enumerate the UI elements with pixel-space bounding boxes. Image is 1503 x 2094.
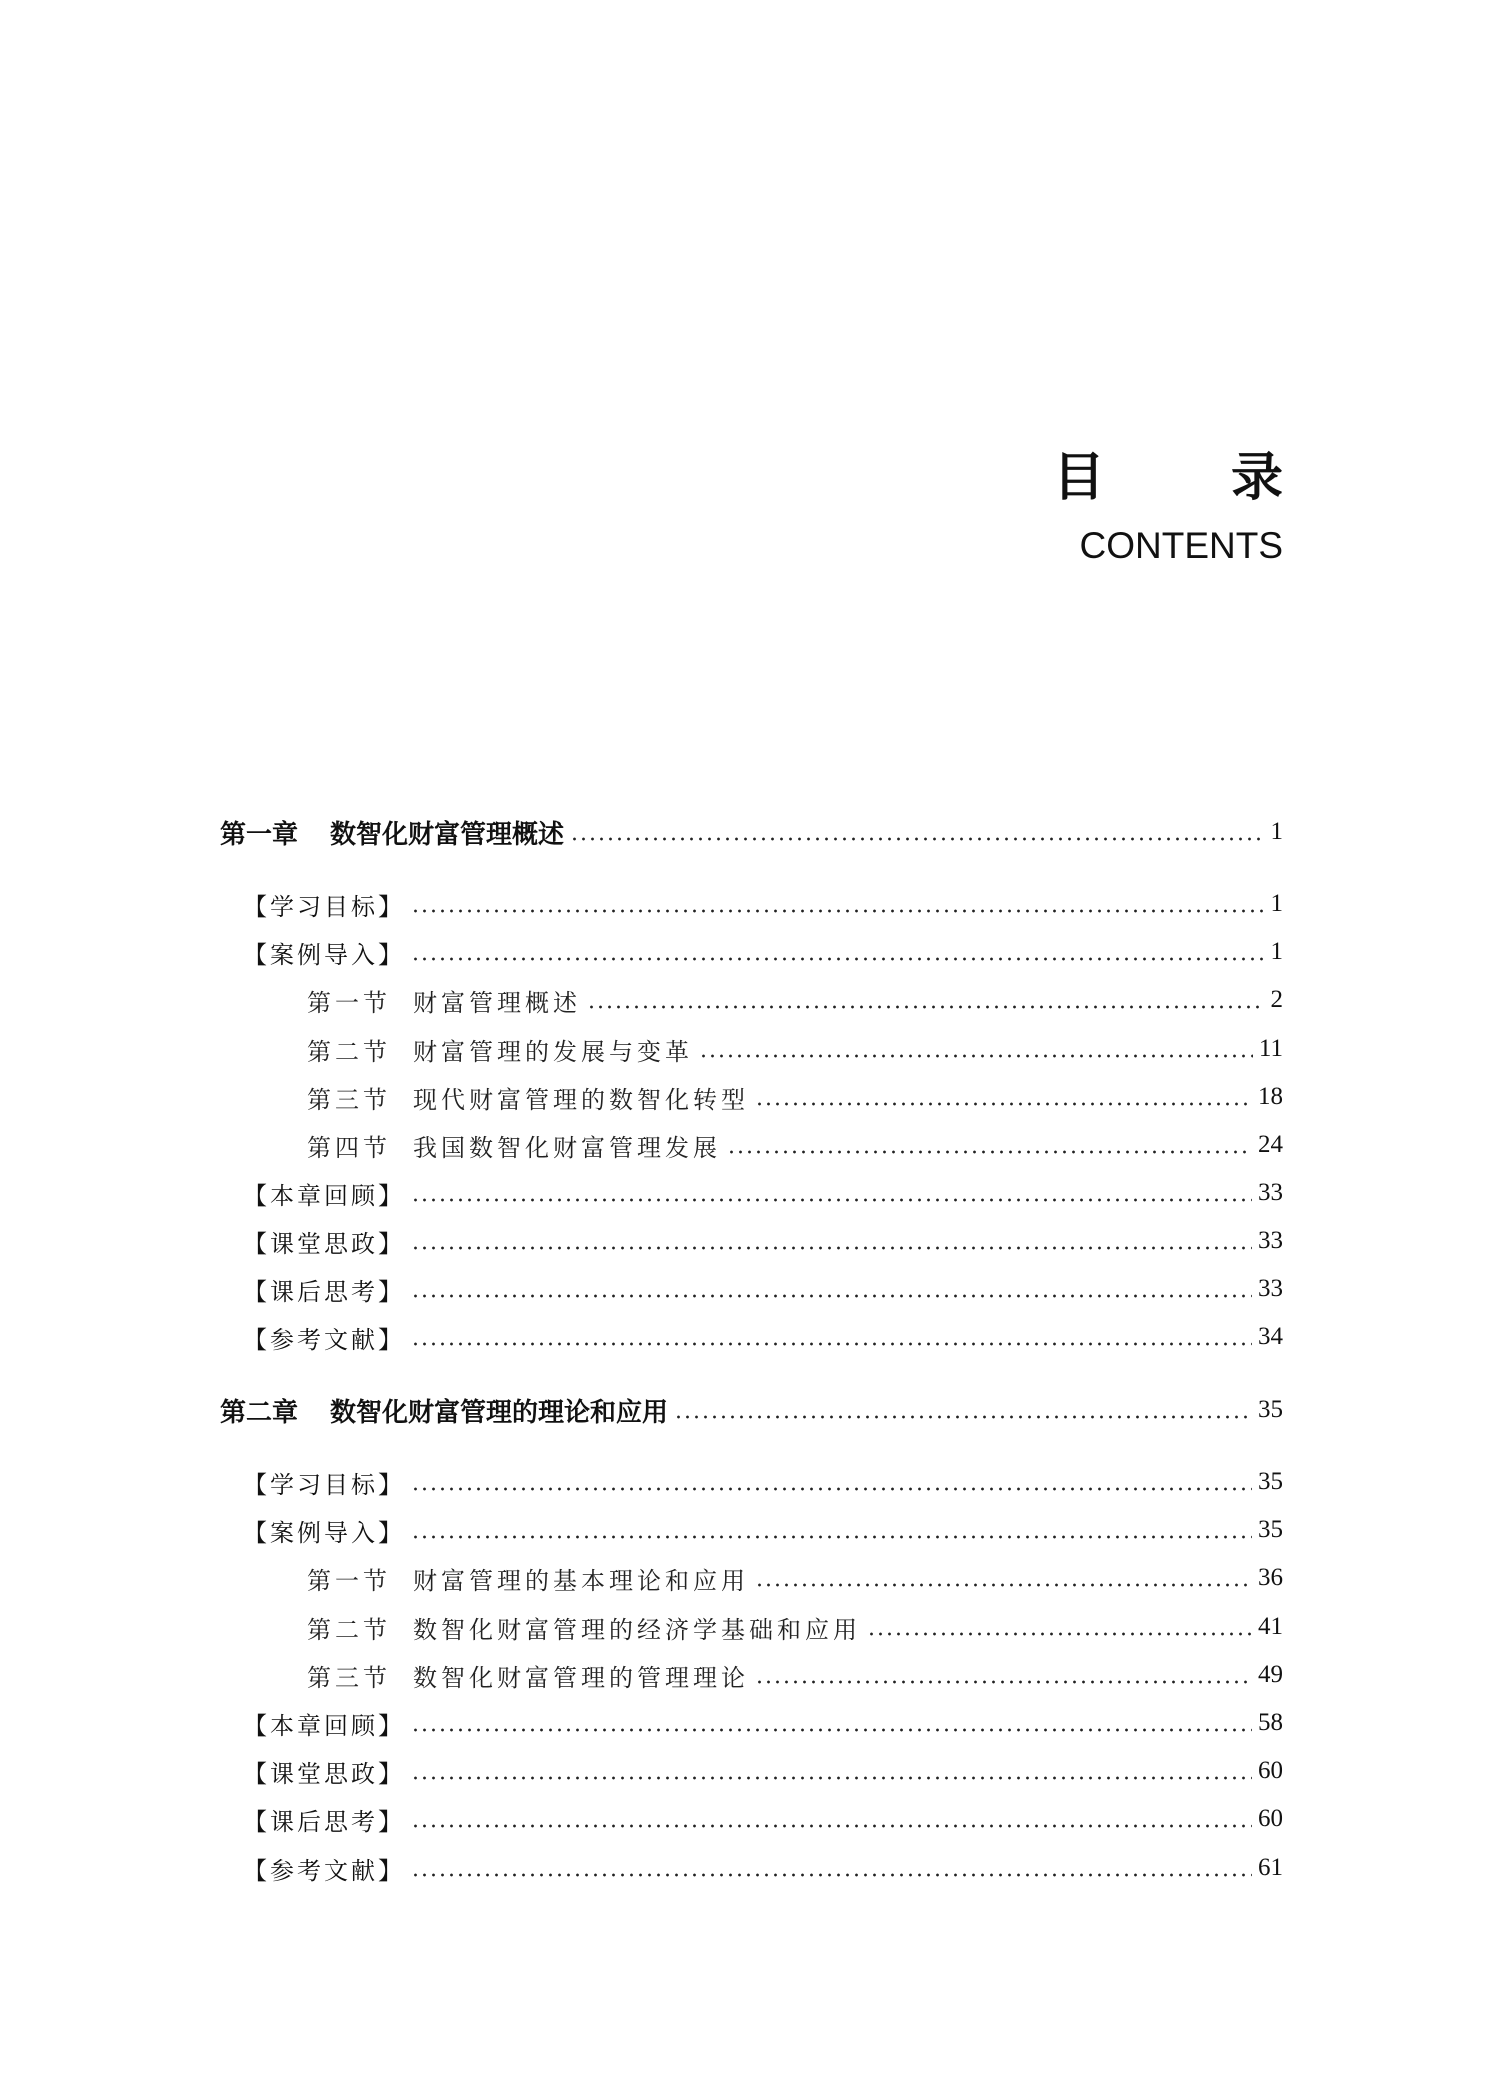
- toc-item-row[interactable]: [0, 1462, 1503, 1502]
- toc-entry-title: 【案例导入】: [243, 940, 405, 969]
- toc-entry-title: 【参考文献】: [243, 1856, 405, 1885]
- toc-entry-label: [243, 935, 405, 970]
- toc-entry-label: [243, 1176, 405, 1211]
- toc-entry-number: 第四节: [307, 1133, 391, 1162]
- toc-entry-label: [307, 1080, 749, 1115]
- toc-entry-number: 第二节: [307, 1615, 391, 1644]
- toc-entry-label: [220, 814, 564, 851]
- toc-entry-title: 【本章回顾】: [243, 1711, 405, 1740]
- dot-leader: [411, 1468, 1252, 1496]
- dot-leader: [411, 1805, 1252, 1833]
- toc-page-number: 35: [1258, 1516, 1283, 1543]
- toc-entry-title: 财富管理的发展与变革: [413, 1037, 693, 1066]
- toc-entry-label: [307, 1561, 749, 1596]
- dot-leader: [411, 1179, 1252, 1207]
- toc-entry-title: 财富管理的基本理论和应用: [413, 1566, 749, 1595]
- toc-section-row[interactable]: [0, 1029, 1503, 1069]
- toc-page-number: 33: [1258, 1179, 1283, 1206]
- toc-page-number: 24: [1258, 1131, 1283, 1158]
- dot-leader: [755, 1083, 1252, 1111]
- toc-section-row[interactable]: [0, 1655, 1503, 1695]
- toc-entry-title: 财富管理概述: [413, 988, 581, 1017]
- toc-entry-label: [243, 1754, 405, 1789]
- toc-entry-title: 【课后思考】: [243, 1807, 405, 1836]
- toc-item-row[interactable]: [0, 1703, 1503, 1743]
- dot-leader: [674, 1396, 1252, 1424]
- dot-leader: [411, 1709, 1252, 1737]
- toc-entry-label: [243, 1465, 405, 1500]
- toc-item-row[interactable]: [0, 1173, 1503, 1213]
- toc-entry-label: [307, 1610, 861, 1645]
- toc-entry-number: 第一节: [307, 1566, 391, 1595]
- toc-entry-number: 第三节: [307, 1085, 391, 1114]
- dot-leader: [411, 1516, 1252, 1544]
- toc-entry-label: [307, 983, 581, 1018]
- dot-leader: [411, 1323, 1252, 1351]
- toc-page-number: 18: [1258, 1083, 1283, 1110]
- toc-entry-label: [243, 887, 405, 922]
- toc-entry-title: 【案例导入】: [243, 1518, 405, 1547]
- dot-leader: [411, 938, 1265, 966]
- dot-leader: [727, 1131, 1252, 1159]
- toc-page-number: 33: [1258, 1227, 1283, 1254]
- toc-page-number: 41: [1258, 1613, 1283, 1640]
- toc-entry-title: 【本章回顾】: [243, 1181, 405, 1210]
- toc-entry-title: 【课堂思政】: [243, 1229, 405, 1258]
- toc-entry-label: [243, 1851, 405, 1886]
- dot-leader: [587, 986, 1265, 1014]
- dot-leader: [867, 1613, 1252, 1641]
- toc-section-row[interactable]: [0, 1125, 1503, 1165]
- toc-item-row[interactable]: [0, 932, 1503, 972]
- toc-subtitle: CONTENTS: [1079, 525, 1283, 566]
- toc-page-number: 34: [1258, 1323, 1283, 1350]
- toc-entry-label: [307, 1128, 721, 1163]
- toc-entry-label: [243, 1513, 405, 1548]
- toc-item-row[interactable]: [0, 1269, 1503, 1309]
- toc-title: 目 录: [1052, 448, 1337, 508]
- dot-leader: [411, 1757, 1252, 1785]
- toc-page-number: 33: [1258, 1275, 1283, 1302]
- toc-section-row[interactable]: [0, 1077, 1503, 1117]
- toc-item-row[interactable]: [0, 1510, 1503, 1550]
- dot-leader: [570, 818, 1264, 846]
- toc-section-row[interactable]: [0, 980, 1503, 1020]
- toc-page-number: 61: [1258, 1854, 1283, 1881]
- toc-chapter-row[interactable]: [0, 1390, 1503, 1430]
- toc-page-number: 36: [1258, 1564, 1283, 1591]
- toc-page-number: 35: [1258, 1468, 1283, 1495]
- dot-leader: [411, 1275, 1252, 1303]
- toc-entry-label: [243, 1272, 405, 1307]
- toc-entry-number: 第一章: [220, 819, 299, 850]
- toc-page-number: 35: [1258, 1396, 1283, 1423]
- dot-leader: [755, 1661, 1252, 1689]
- toc-entry-label: [220, 1392, 668, 1429]
- toc-page-number: 60: [1258, 1805, 1283, 1832]
- dot-leader: [699, 1035, 1253, 1063]
- toc-item-row[interactable]: [0, 1848, 1503, 1888]
- toc-entry-title: 【学习目标】: [243, 892, 405, 921]
- toc-entry-label: [243, 1320, 405, 1355]
- dot-leader: [755, 1564, 1252, 1592]
- toc-item-row[interactable]: [0, 1317, 1503, 1357]
- toc-entry-number: 第二章: [220, 1397, 299, 1428]
- toc-entry-title: 现代财富管理的数智化转型: [413, 1085, 749, 1114]
- toc-entry-title: 【课后思考】: [243, 1277, 405, 1306]
- dot-leader: [411, 1227, 1252, 1255]
- toc-page-number: 1: [1270, 818, 1283, 845]
- toc-entry-title: 【学习目标】: [243, 1470, 405, 1499]
- toc-entry-label: [243, 1224, 405, 1259]
- toc-section-row[interactable]: [0, 1607, 1503, 1647]
- toc-page-number: 2: [1270, 986, 1283, 1013]
- toc-entry-title: 【参考文献】: [243, 1325, 405, 1354]
- toc-entry-label: [307, 1032, 693, 1067]
- toc-page-number: 11: [1258, 1035, 1283, 1062]
- toc-section-row[interactable]: [0, 1558, 1503, 1598]
- toc-page-number: 49: [1258, 1661, 1283, 1688]
- toc-entry-title: 我国数智化财富管理发展: [413, 1133, 721, 1162]
- dot-leader: [411, 890, 1265, 918]
- toc-page-number: 1: [1270, 938, 1283, 965]
- toc-item-row[interactable]: [0, 884, 1503, 924]
- toc-item-row[interactable]: [0, 1799, 1503, 1839]
- toc-page-number: 1: [1270, 890, 1283, 917]
- toc-entry-label: [307, 1658, 749, 1693]
- toc-item-row[interactable]: [0, 1221, 1503, 1261]
- toc-entry-title: 数智化财富管理概述: [330, 819, 565, 850]
- toc-item-row[interactable]: [0, 1751, 1503, 1791]
- toc-entry-label: [243, 1706, 405, 1741]
- toc-chapter-row[interactable]: [0, 812, 1503, 852]
- toc-entry-title: 数智化财富管理的管理理论: [413, 1663, 749, 1692]
- dot-leader: [411, 1854, 1252, 1882]
- toc-page-number: 58: [1258, 1709, 1283, 1736]
- toc-entry-number: 第一节: [307, 988, 391, 1017]
- toc-entry-title: 数智化财富管理的理论和应用: [330, 1397, 669, 1428]
- toc-entry-title: 【课堂思政】: [243, 1759, 405, 1788]
- toc-entry-label: [243, 1802, 405, 1837]
- toc-entry-number: 第二节: [307, 1037, 391, 1066]
- toc-entry-title: 数智化财富管理的经济学基础和应用: [413, 1615, 861, 1644]
- toc-entry-number: 第三节: [307, 1663, 391, 1692]
- toc-page-number: 60: [1258, 1757, 1283, 1784]
